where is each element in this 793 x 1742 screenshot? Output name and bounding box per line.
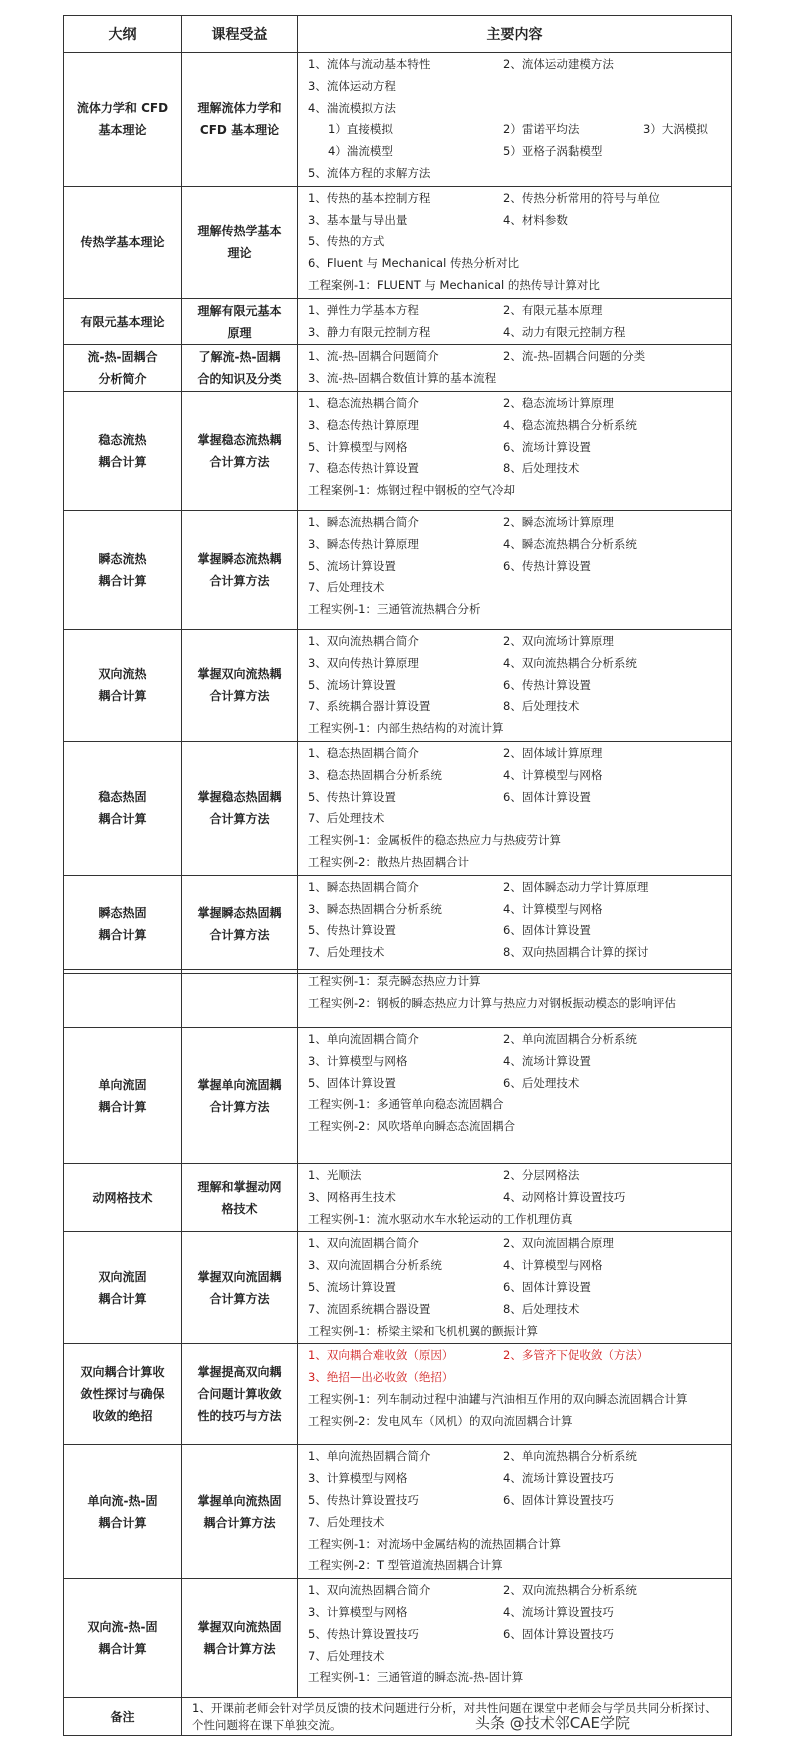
content-line bbox=[308, 1094, 727, 1116]
row-outline bbox=[64, 1445, 182, 1579]
content-item: 5、流体方程的求解方法 bbox=[308, 165, 431, 180]
row-content bbox=[298, 345, 732, 392]
content-item: 7、后处理技术 bbox=[308, 811, 385, 826]
content-item: 4、动力有限元控制方程 bbox=[503, 324, 626, 339]
benefit-text: 掌握单向流热固 耦合计算方法 bbox=[197, 1493, 282, 1530]
content-item: 1、双向流热耦合简介 bbox=[308, 633, 419, 648]
content-line bbox=[308, 393, 727, 415]
content-item: 4、流场计算设置技巧 bbox=[503, 1471, 614, 1486]
content-line bbox=[308, 765, 727, 787]
row-content bbox=[298, 53, 732, 187]
header-outline: 大纲 bbox=[64, 16, 182, 53]
content-item: 8、后处理技术 bbox=[503, 1301, 580, 1316]
table-row bbox=[64, 53, 732, 187]
row-benefit bbox=[182, 298, 298, 345]
content-item: 工程实例-1：三通管流热耦合分析 bbox=[308, 602, 481, 617]
row-benefit bbox=[182, 741, 298, 875]
row-content bbox=[298, 391, 732, 510]
row-benefit bbox=[182, 1164, 298, 1232]
content-line bbox=[308, 743, 727, 765]
table-row bbox=[64, 510, 732, 629]
benefit-text: 掌握稳态流热耦 合计算方法 bbox=[197, 432, 282, 469]
content-item: 3、计算模型与网格 bbox=[308, 1053, 408, 1068]
content-item: 2、固体瞬态动力学计算原理 bbox=[503, 879, 649, 894]
row-outline bbox=[64, 1164, 182, 1232]
content-item: 5、传热计算设置 bbox=[308, 923, 396, 938]
content-item: 2、分层网格法 bbox=[503, 1168, 580, 1182]
row-benefit bbox=[182, 186, 298, 298]
row-benefit bbox=[182, 970, 298, 1028]
content-item: 工程案例-1：FLUENT 与 Mechanical 的热传导计算对比 bbox=[308, 277, 600, 292]
row-outline bbox=[64, 629, 182, 741]
content-item: 6、固体计算设置技巧 bbox=[503, 1492, 614, 1507]
row-benefit bbox=[182, 53, 298, 187]
row-benefit bbox=[182, 875, 298, 973]
content-item: 1、弹性力学基本方程 bbox=[308, 302, 419, 317]
content-item: 工程实例-2：发电风车（风机）的双向流固耦合计算 bbox=[308, 1413, 573, 1428]
content-line bbox=[308, 1073, 727, 1095]
content-line bbox=[308, 920, 727, 942]
content-item: 7、系统耦合器计算设置 bbox=[308, 699, 431, 714]
content-item: 7、稳态传热计算设置 bbox=[308, 461, 419, 476]
content-item: 1、流体与流动基本特性 bbox=[308, 57, 431, 71]
outline-text: 流-热-固耦合 分析简介 bbox=[87, 350, 158, 387]
content-line bbox=[308, 322, 727, 344]
content-line bbox=[308, 1555, 727, 1577]
outline-text: 双向流-热-固 耦合计算 bbox=[87, 1620, 158, 1657]
course-outline-table bbox=[63, 15, 732, 974]
content-item: 1、双向流固耦合简介 bbox=[308, 1236, 419, 1251]
content-item: 3、流体运动方程 bbox=[308, 78, 396, 93]
table-row bbox=[64, 1445, 732, 1579]
content-line bbox=[308, 1468, 727, 1490]
content-item: 1、瞬态流热耦合简介 bbox=[308, 514, 419, 529]
table-row bbox=[64, 629, 732, 741]
content-item: 6、传热计算设置 bbox=[503, 677, 591, 692]
content-item: 6、固体计算设置 bbox=[503, 923, 591, 938]
content-line bbox=[308, 512, 727, 534]
content-item: 2、双向流场计算原理 bbox=[503, 633, 614, 648]
content-item: 4、双向流热耦合分析系统 bbox=[503, 655, 637, 670]
content-line bbox=[308, 346, 727, 368]
content-item: 3、基本量与导出量 bbox=[308, 212, 408, 227]
row-outline bbox=[64, 298, 182, 345]
benefit-text: 掌握双向流固耦 合计算方法 bbox=[197, 1269, 282, 1306]
content-line bbox=[308, 577, 727, 599]
content-item: 6、固体计算设置 bbox=[503, 789, 591, 804]
content-item: 工程实例-2：T 型管道流热固耦合计算 bbox=[308, 1558, 503, 1573]
table-row bbox=[64, 186, 732, 298]
content-item: 8、后处理技术 bbox=[503, 699, 580, 714]
content-item: 工程实例-2：钢板的瞬态热应力计算与热应力对钢板振动模态的影响评估 bbox=[308, 995, 676, 1010]
content-line bbox=[308, 1165, 727, 1187]
content-item: 1、瞬态热固耦合简介 bbox=[308, 879, 419, 894]
content-line bbox=[308, 141, 727, 163]
content-item: 工程实例-1：泵壳瞬态热应力计算 bbox=[308, 974, 481, 988]
content-item: 2、流-热-固耦合问题的分类 bbox=[503, 349, 646, 364]
outline-text: 稳态热固 耦合计算 bbox=[98, 790, 147, 827]
row-content bbox=[298, 629, 732, 741]
content-item: 7、流固系统耦合器设置 bbox=[308, 1301, 431, 1316]
row-benefit bbox=[182, 391, 298, 510]
benefit-text: 掌握稳态热固耦 合计算方法 bbox=[197, 790, 282, 827]
content-line bbox=[308, 718, 727, 740]
row-benefit bbox=[182, 1344, 298, 1445]
row-outline bbox=[64, 186, 182, 298]
content-item: 2、有限元基本原理 bbox=[503, 302, 603, 317]
content-item: 2、多管齐下促收敛（方法） bbox=[503, 1348, 649, 1363]
benefit-text: 掌握双向流热固 耦合计算方法 bbox=[197, 1620, 282, 1657]
benefit-text: 了解流-热-固耦 合的知识及分类 bbox=[197, 350, 282, 387]
row-benefit bbox=[182, 629, 298, 741]
content-item: 4、流场计算设置 bbox=[503, 1053, 591, 1068]
row-outline bbox=[64, 1344, 182, 1445]
content-line bbox=[308, 1321, 727, 1343]
content-item: 6、固体计算设置 bbox=[503, 1279, 591, 1294]
row-benefit bbox=[182, 1232, 298, 1344]
content-line bbox=[308, 556, 727, 578]
content-item: 1、稳态热固耦合简介 bbox=[308, 745, 419, 760]
content-item: 4、稳态流热耦合分析系统 bbox=[503, 417, 637, 432]
content-item: 4、流场计算设置技巧 bbox=[503, 1604, 614, 1619]
content-item: 6、传热计算设置 bbox=[503, 558, 591, 573]
row-content bbox=[298, 510, 732, 629]
content-item: 3、瞬态传热计算原理 bbox=[308, 536, 419, 551]
content-item: 工程实例-1：桥梁主梁和飞机机翼的颤振计算 bbox=[308, 1323, 538, 1338]
content-item: 3、计算模型与网格 bbox=[308, 1604, 408, 1619]
content-line bbox=[308, 1512, 727, 1534]
content-item: 2、单向流热耦合分析系统 bbox=[503, 1449, 637, 1464]
content-item: 3）大涡模拟 bbox=[643, 122, 708, 137]
outline-text: 瞬态热固 耦合计算 bbox=[98, 906, 147, 943]
content-line bbox=[308, 54, 727, 76]
table-row bbox=[64, 345, 732, 392]
content-line bbox=[308, 877, 727, 899]
content-item: 1）直接模拟 bbox=[328, 122, 393, 137]
content-line bbox=[308, 1534, 727, 1556]
row-content bbox=[298, 1028, 732, 1164]
content-line bbox=[308, 415, 727, 437]
content-item: 工程实例-1：对流场中金属结构的流热固耦合计算 bbox=[308, 1536, 561, 1551]
outline-text: 瞬态流热 耦合计算 bbox=[98, 551, 147, 588]
row-content bbox=[298, 1344, 732, 1445]
content-line bbox=[308, 368, 727, 390]
content-item: 8、双向热固耦合计算的探讨 bbox=[503, 945, 649, 960]
remark-label: 备注 bbox=[64, 1698, 182, 1736]
content-line bbox=[308, 76, 727, 98]
content-item: 4、计算模型与网格 bbox=[503, 1258, 603, 1273]
outline-text: 单向流-热-固 耦合计算 bbox=[87, 1493, 158, 1530]
content-line bbox=[308, 852, 727, 874]
content-item: 工程实例-1：三通管道的瞬态流-热-固计算 bbox=[308, 1670, 524, 1685]
header-benefit: 课程受益 bbox=[182, 16, 298, 53]
outline-text: 传热学基本理论 bbox=[80, 235, 165, 250]
table-row bbox=[64, 741, 732, 875]
content-item: 工程实例-1：列车制动过程中油罐与汽油相互作用的双向瞬态流固耦合计算 bbox=[308, 1391, 688, 1406]
content-item: 1、传热的基本控制方程 bbox=[308, 190, 431, 205]
content-item: 8、后处理技术 bbox=[503, 461, 580, 476]
content-line bbox=[308, 1580, 727, 1602]
table-row bbox=[64, 1344, 732, 1445]
content-item: 3、网格再生技术 bbox=[308, 1189, 396, 1204]
content-line bbox=[308, 899, 727, 921]
content-line bbox=[308, 787, 727, 809]
benefit-text: 理解和掌握动网 格技术 bbox=[197, 1179, 282, 1216]
content-item: 7、后处理技术 bbox=[308, 1514, 385, 1529]
content-item: 4、动网格计算设置技巧 bbox=[503, 1189, 626, 1204]
content-line bbox=[308, 653, 727, 675]
content-line bbox=[308, 98, 727, 120]
content-item: 7、后处理技术 bbox=[308, 1648, 385, 1663]
content-line bbox=[308, 231, 727, 253]
content-line bbox=[308, 1646, 727, 1668]
content-item: 2、双向流热耦合分析系统 bbox=[503, 1583, 637, 1598]
content-line bbox=[308, 599, 727, 621]
table-row bbox=[64, 1579, 732, 1698]
table-row bbox=[64, 875, 732, 973]
content-item: 1、双向流热固耦合简介 bbox=[308, 1583, 431, 1598]
table-row bbox=[64, 1028, 732, 1164]
content-item: 4、计算模型与网格 bbox=[503, 901, 603, 916]
course-outline-table-continued bbox=[63, 969, 732, 1736]
benefit-text: 掌握瞬态热固耦 合计算方法 bbox=[197, 906, 282, 943]
content-line bbox=[308, 1667, 727, 1689]
outline-text: 有限元基本理论 bbox=[80, 314, 165, 329]
content-line bbox=[308, 1490, 727, 1512]
content-line bbox=[308, 1051, 727, 1073]
content-item: 5、流场计算设置 bbox=[308, 677, 396, 692]
table-row bbox=[64, 391, 732, 510]
benefit-text: 掌握单向流固耦 合计算方法 bbox=[197, 1077, 282, 1114]
content-item: 2、单向流固耦合分析系统 bbox=[503, 1032, 637, 1046]
row-content bbox=[298, 298, 732, 345]
row-benefit bbox=[182, 345, 298, 392]
content-item: 5、传热计算设置技巧 bbox=[308, 1626, 419, 1641]
content-line bbox=[308, 188, 727, 210]
content-item: 4、计算模型与网格 bbox=[503, 767, 603, 782]
content-item: 5、传热的方式 bbox=[308, 234, 385, 249]
content-item: 3、计算模型与网格 bbox=[308, 1471, 408, 1486]
content-item: 5、计算模型与网格 bbox=[308, 439, 408, 454]
table-header-row bbox=[64, 16, 732, 53]
content-item: 4、瞬态流热耦合分析系统 bbox=[503, 536, 637, 551]
content-line bbox=[308, 1116, 727, 1138]
row-benefit bbox=[182, 510, 298, 629]
content-item: 3、双向流固耦合分析系统 bbox=[308, 1258, 442, 1273]
content-line bbox=[308, 534, 727, 556]
content-line bbox=[308, 942, 727, 964]
content-line bbox=[308, 1446, 727, 1468]
outline-text: 单向流固 耦合计算 bbox=[98, 1077, 147, 1114]
content-item: 7、后处理技术 bbox=[308, 580, 385, 595]
content-line bbox=[308, 253, 727, 275]
content-line bbox=[308, 1624, 727, 1646]
content-line bbox=[308, 275, 727, 297]
content-item: 工程实例-1：内部生热结构的对流计算 bbox=[308, 721, 504, 736]
row-content bbox=[298, 1445, 732, 1579]
content-item: 5、传热计算设置技巧 bbox=[308, 1492, 419, 1507]
content-item: 4、湍流模拟方法 bbox=[308, 100, 396, 115]
content-item: 6、固体计算设置技巧 bbox=[503, 1626, 614, 1641]
row-outline bbox=[64, 345, 182, 392]
content-item: 3、稳态传热计算原理 bbox=[308, 417, 419, 432]
outline-text: 双向流热 耦合计算 bbox=[98, 667, 147, 704]
row-outline bbox=[64, 510, 182, 629]
content-line bbox=[308, 1389, 727, 1411]
content-item: 1、单向流热固耦合简介 bbox=[308, 1449, 431, 1464]
header-content: 主要内容 bbox=[298, 16, 732, 53]
content-item: 3、瞬态热固耦合分析系统 bbox=[308, 901, 442, 916]
row-content bbox=[298, 1579, 732, 1698]
row-benefit bbox=[182, 1028, 298, 1164]
content-line bbox=[308, 1602, 727, 1624]
row-content bbox=[298, 875, 732, 973]
outline-text: 稳态流热 耦合计算 bbox=[98, 432, 147, 469]
content-item: 3、双向传热计算原理 bbox=[308, 655, 419, 670]
table-row bbox=[64, 970, 732, 1028]
content-line bbox=[308, 971, 727, 993]
content-line bbox=[308, 458, 727, 480]
content-line bbox=[308, 1367, 727, 1389]
content-item: 3、绝招—出必收敛（绝招） bbox=[308, 1370, 454, 1385]
content-item: 工程实例-2：散热片热固耦合计 bbox=[308, 854, 469, 869]
content-item: 2、传热分析常用的符号与单位 bbox=[503, 190, 660, 205]
row-outline bbox=[64, 1028, 182, 1164]
content-item: 工程实例-2：风吹塔单向瞬态态流固耦合 bbox=[308, 1119, 515, 1134]
benefit-text: 理解流体力学和 CFD 基本理论 bbox=[197, 101, 282, 138]
row-outline bbox=[64, 1232, 182, 1344]
outline-text: 双向耦合计算收 敛性探讨与确保 收敛的绝招 bbox=[80, 1365, 165, 1424]
footer-credit: 头条 @技术邻CAE学院 bbox=[475, 1714, 630, 1732]
content-item: 1、双向耦合难收敛（原因） bbox=[308, 1348, 454, 1363]
content-item: 5、流场计算设置 bbox=[308, 1279, 396, 1294]
remark-row bbox=[64, 1698, 732, 1736]
benefit-text: 掌握瞬态流热耦 合计算方法 bbox=[197, 551, 282, 588]
content-line bbox=[308, 1187, 727, 1209]
content-item: 5、固体计算设置 bbox=[308, 1075, 396, 1090]
content-line bbox=[308, 1411, 727, 1433]
content-line bbox=[308, 480, 727, 502]
content-item: 1、稳态流热耦合简介 bbox=[308, 395, 419, 410]
row-outline bbox=[64, 1579, 182, 1698]
content-item: 3、稳态热固耦合分析系统 bbox=[308, 767, 442, 782]
row-outline bbox=[64, 391, 182, 510]
outline-text: 双向流固 耦合计算 bbox=[98, 1269, 147, 1306]
content-item: 5、流场计算设置 bbox=[308, 558, 396, 573]
content-line bbox=[308, 1277, 727, 1299]
content-item: 7、后处理技术 bbox=[308, 945, 385, 960]
benefit-text: 理解传热学基本 理论 bbox=[197, 224, 282, 261]
content-item: 6、流场计算设置 bbox=[503, 439, 591, 454]
content-item: 4、材料参数 bbox=[503, 212, 568, 227]
content-line bbox=[308, 993, 727, 1015]
row-content bbox=[298, 741, 732, 875]
content-line bbox=[308, 119, 727, 141]
content-item: 2）雷诺平均法 bbox=[503, 122, 580, 137]
row-content bbox=[298, 1232, 732, 1344]
content-line bbox=[308, 1209, 727, 1231]
content-item: 2、流体运动建模方法 bbox=[503, 57, 614, 71]
content-line bbox=[308, 1345, 727, 1367]
row-content bbox=[298, 1164, 732, 1232]
row-outline bbox=[64, 970, 182, 1028]
row-content bbox=[298, 970, 732, 1028]
content-item: 2、双向流固耦合原理 bbox=[503, 1236, 614, 1251]
table-row bbox=[64, 298, 732, 345]
content-item: 3、流-热-固耦合数值计算的基本流程 bbox=[308, 371, 497, 386]
content-item: 2、瞬态流场计算原理 bbox=[503, 514, 614, 529]
row-benefit bbox=[182, 1579, 298, 1698]
outline-text: 动网格技术 bbox=[92, 1190, 153, 1205]
remark-text: 1、开课前老师会针对学员反馈的技术问题进行分析，对共性问题在课堂中老师会与学员共同分析探讨、个性问题将在课下单独交流。 bbox=[182, 1698, 732, 1736]
content-line bbox=[308, 1299, 727, 1321]
row-outline bbox=[64, 741, 182, 875]
content-item: 2、稳态流场计算原理 bbox=[503, 395, 614, 410]
content-item: 工程实例-1：金属板件的稳态热应力与热疲劳计算 bbox=[308, 833, 561, 848]
content-item: 1、流-热-固耦合问题简介 bbox=[308, 349, 439, 364]
content-line bbox=[308, 1029, 727, 1051]
content-item: 4）湍流模型 bbox=[328, 144, 393, 159]
benefit-text: 理解有限元基本 原理 bbox=[197, 303, 282, 340]
content-item: 3、静力有限元控制方程 bbox=[308, 324, 431, 339]
content-line bbox=[308, 300, 727, 322]
benefit-text: 掌握提高双向耦 合问题计算收敛 性的技巧与方法 bbox=[197, 1365, 282, 1424]
content-item: 1、单向流固耦合简介 bbox=[308, 1032, 419, 1046]
row-content bbox=[298, 186, 732, 298]
content-item: 2、固体域计算原理 bbox=[503, 745, 603, 760]
content-line bbox=[308, 437, 727, 459]
content-item: 1、光顺法 bbox=[308, 1168, 362, 1182]
content-item: 工程实例-1：多通管单向稳态流固耦合 bbox=[308, 1097, 504, 1112]
content-line bbox=[308, 631, 727, 653]
content-item: 5、传热计算设置 bbox=[308, 789, 396, 804]
content-item: 6、后处理技术 bbox=[503, 1075, 580, 1090]
row-outline bbox=[64, 53, 182, 187]
table-row bbox=[64, 1232, 732, 1344]
content-line bbox=[308, 1233, 727, 1255]
content-line bbox=[308, 696, 727, 718]
content-item: 6、Fluent 与 Mechanical 传热分析对比 bbox=[308, 256, 519, 271]
content-line bbox=[308, 830, 727, 852]
outline-text: 流体力学和 CFD 基本理论 bbox=[76, 101, 169, 138]
content-item: 工程实例-1：流水驱动水车水轮运动的工作机理仿真 bbox=[308, 1211, 573, 1226]
table-row bbox=[64, 1164, 732, 1232]
row-benefit bbox=[182, 1445, 298, 1579]
content-line bbox=[308, 163, 727, 185]
content-item: 工程案例-1：炼钢过程中钢板的空气冷却 bbox=[308, 483, 515, 498]
content-line bbox=[308, 675, 727, 697]
content-line bbox=[308, 1255, 727, 1277]
row-outline bbox=[64, 875, 182, 973]
content-line bbox=[308, 210, 727, 232]
content-item: 5）亚格子涡黏模型 bbox=[503, 144, 603, 159]
content-line bbox=[308, 808, 727, 830]
benefit-text: 掌握双向流热耦 合计算方法 bbox=[197, 667, 282, 704]
